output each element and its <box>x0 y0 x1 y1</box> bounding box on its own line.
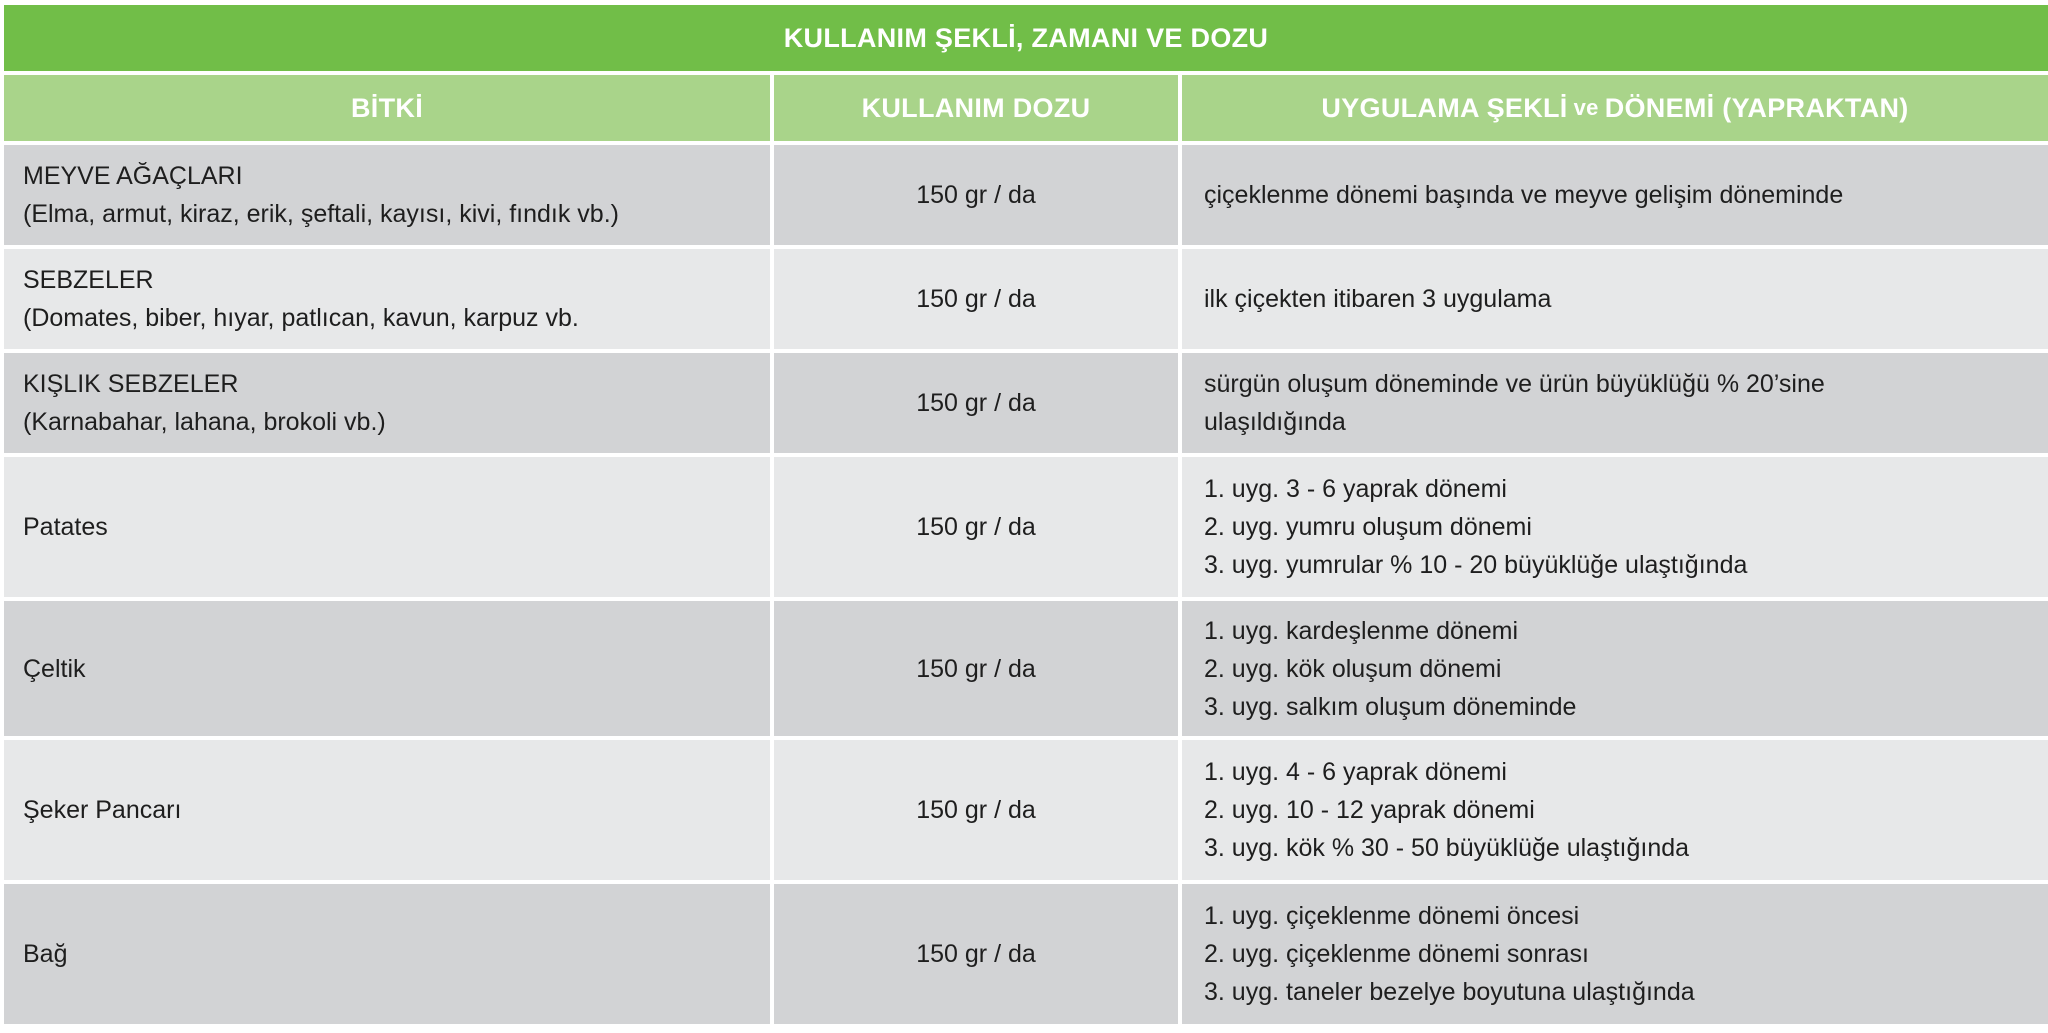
method-line: sürgün oluşum döneminde ve ürün büyüklüğü % 20’sine <box>1204 370 1825 398</box>
dose-cell: 150 gr / da <box>774 740 1178 880</box>
header-method-part3: DÖNEMİ (YAPRAKTAN) <box>1604 92 1909 123</box>
plant-line: (Karnabahar, lahana, brokoli vb.) <box>23 408 386 436</box>
method-line: 2. uyg. kök oluşum dönemi <box>1204 654 1502 683</box>
dose-cell: 150 gr / da <box>774 884 1178 1024</box>
plant-cell <box>4 353 770 453</box>
table-title: KULLANIM ŞEKLİ, ZAMANI VE DOZU <box>4 5 2048 71</box>
header-dose: KULLANIM DOZU <box>774 75 1178 141</box>
table-row <box>4 740 2048 880</box>
method-line: ulaşıldığında <box>1204 408 1346 436</box>
plant-line: Çeltik <box>23 654 86 683</box>
table-row <box>4 601 2048 736</box>
table-row <box>4 249 2048 349</box>
method-line: 2. uyg. 10 - 12 yaprak dönemi <box>1204 796 1535 824</box>
method-line: 3. uyg. salkım oluşum döneminde <box>1204 692 1577 721</box>
method-line: 2. uyg. çiçeklenme dönemi sonrası <box>1204 940 1589 968</box>
dose-cell: 150 gr / da <box>774 457 1178 597</box>
table-row <box>4 353 2048 453</box>
dose-cell: 150 gr / da <box>774 145 1178 245</box>
plant-line: Bağ <box>23 940 68 968</box>
table-row <box>4 145 2048 245</box>
plant-cell <box>4 457 770 597</box>
method-line: 1. uyg. 4 - 6 yaprak dönemi <box>1204 758 1507 786</box>
plant-cell <box>4 740 770 880</box>
table-row <box>4 457 2048 597</box>
plant-line: (Domates, biber, hıyar, patlıcan, kavun, karpuz vb. <box>23 304 579 332</box>
header-plant: BİTKİ <box>4 75 770 141</box>
method-cell <box>1182 884 2048 1024</box>
method-cell <box>1182 740 2048 880</box>
method-line: ilk çiçekten itibaren 3 uygulama <box>1204 285 1552 313</box>
plant-cell <box>4 145 770 245</box>
method-cell <box>1182 145 2048 245</box>
plant-cell <box>4 249 770 349</box>
plant-line: (Elma, armut, kiraz, erik, şeftali, kayısı, kivi, fındık vb.) <box>23 200 619 228</box>
method-line: 2. uyg. yumru oluşum dönemi <box>1204 513 1532 541</box>
plant-line: KIŞLIK SEBZELER <box>23 370 239 398</box>
method-line: 1. uyg. kardeşlenme dönemi <box>1204 616 1519 645</box>
method-line: çiçeklenme dönemi başında ve meyve gelişim döneminde <box>1204 181 1844 209</box>
dose-cell: 150 gr / da <box>774 601 1178 736</box>
dose-cell: 150 gr / da <box>774 353 1178 453</box>
plant-line: Şeker Pancarı <box>23 796 182 824</box>
header-method <box>1182 75 2048 141</box>
header-method-part1: UYGULAMA ŞEKLİ <box>1321 92 1568 123</box>
plant-line: Patates <box>23 513 108 541</box>
method-line: 3. uyg. taneler bezelye boyutuna ulaştığında <box>1204 978 1695 1006</box>
method-cell <box>1182 249 2048 349</box>
header-method-part2: ve <box>1573 95 1599 120</box>
plant-line: MEYVE AĞAÇLARI <box>23 162 243 190</box>
method-cell <box>1182 457 2048 597</box>
header-row <box>4 75 2048 141</box>
method-line: 3. uyg. yumrular % 10 - 20 büyüklüğe ulaştığında <box>1204 551 1748 579</box>
method-cell <box>1182 353 2048 453</box>
plant-cell <box>4 601 770 736</box>
plant-line: SEBZELER <box>23 266 154 294</box>
usage-table <box>4 5 2048 1023</box>
method-line: 3. uyg. kök % 30 - 50 büyüklüğe ulaştığında <box>1204 834 1690 862</box>
method-cell <box>1182 601 2048 736</box>
method-line: 1. uyg. çiçeklenme dönemi öncesi <box>1204 902 1580 930</box>
table-row <box>4 884 2048 1024</box>
dose-cell: 150 gr / da <box>774 249 1178 349</box>
plant-cell <box>4 884 770 1024</box>
method-line: 1. uyg. 3 - 6 yaprak dönemi <box>1204 475 1507 503</box>
